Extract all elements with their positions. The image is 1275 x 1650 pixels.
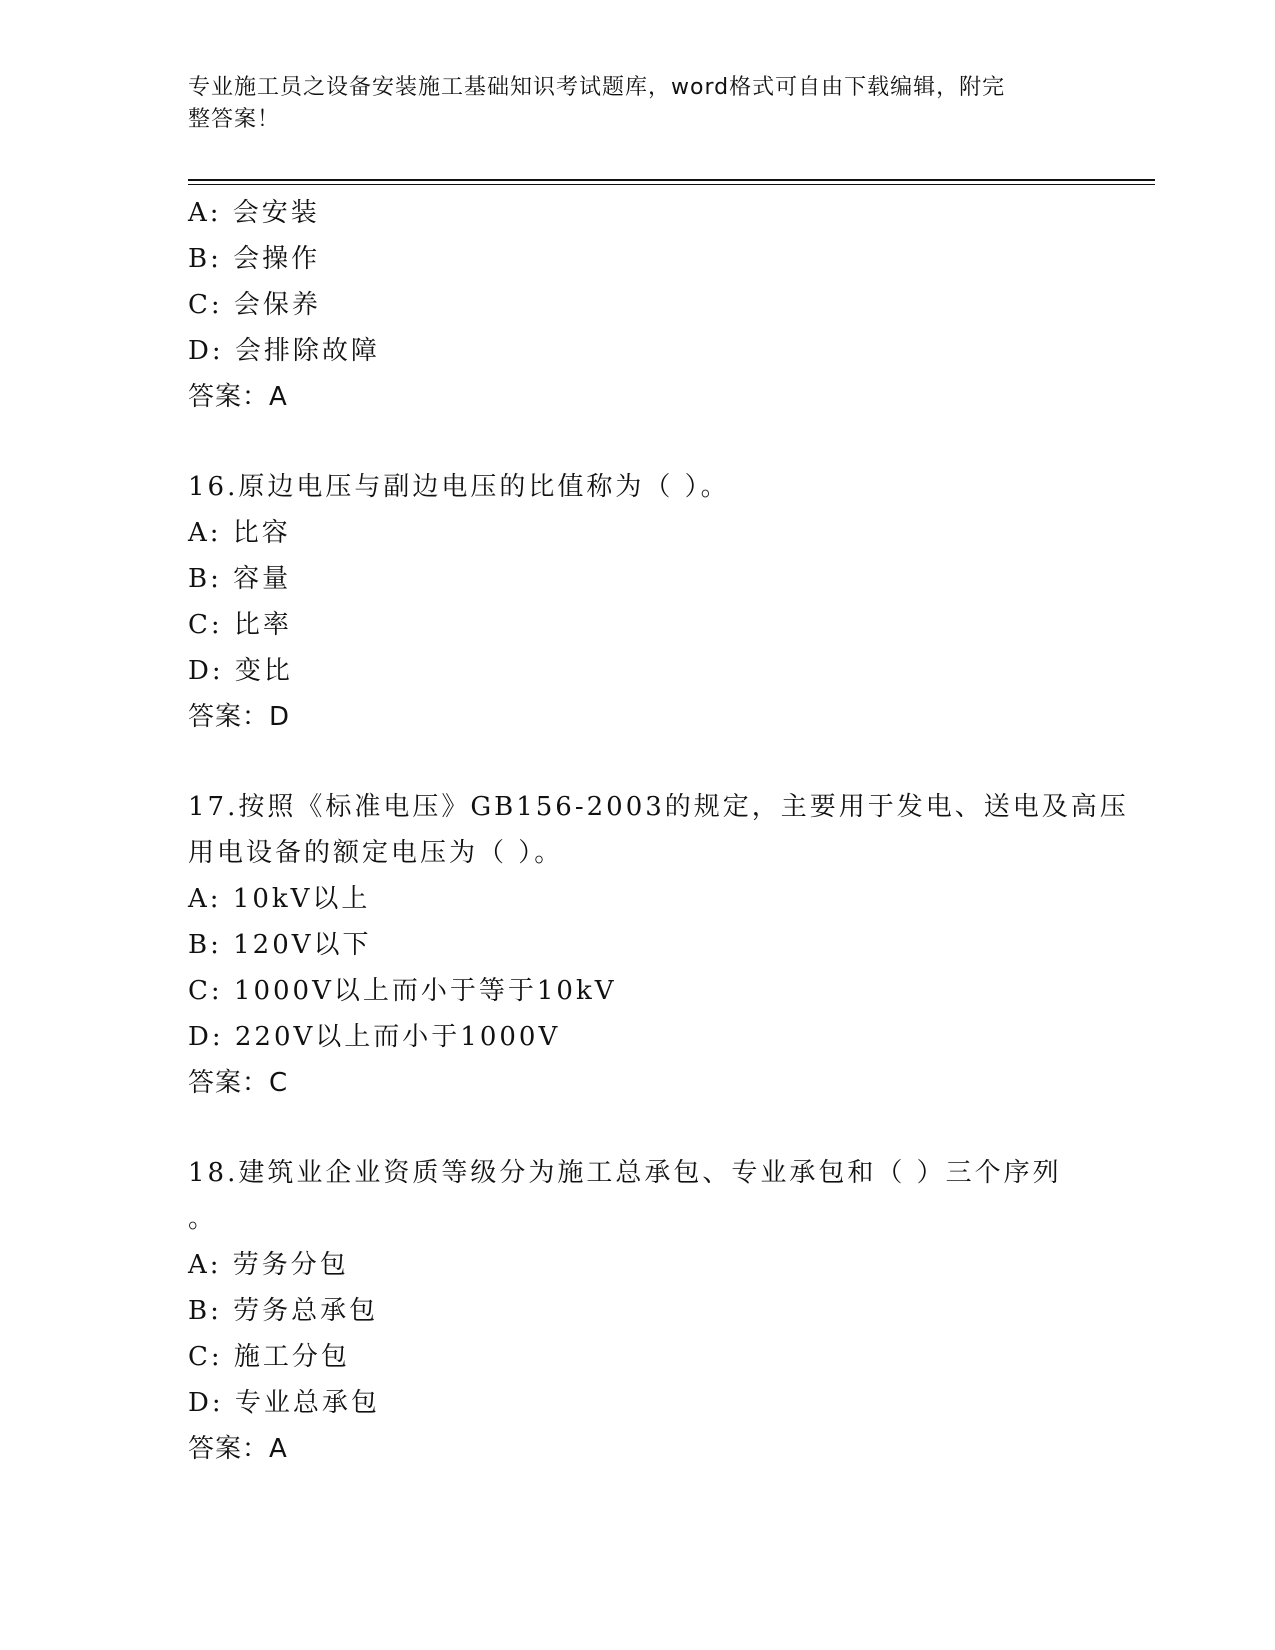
header-rule-thin	[188, 184, 1155, 185]
option-d: D: 变比	[188, 656, 293, 686]
question-15-continued	[188, 190, 1088, 420]
option-d: D: 会排除故障	[188, 336, 380, 366]
option-a: A: 劳务分包	[188, 1250, 349, 1280]
question-stem-continued: 。	[188, 1204, 218, 1234]
question-content	[188, 190, 1129, 1472]
question-18	[188, 1150, 1088, 1472]
header-line-1: 专业施工员之设备安装施工基础知识考试题库，word格式可自由下载编辑，附完	[188, 75, 1006, 100]
answer-line: 答案：C	[188, 1068, 289, 1098]
option-c: C: 比率	[188, 610, 292, 640]
question-stem: 16.原边电压与副边电压的比值称为（ ）。	[188, 472, 730, 502]
option-d: D: 220V以上而小于1000V	[188, 1022, 561, 1052]
option-c: C: 1000V以上而小于等于10kV	[188, 976, 617, 1006]
option-c: C: 施工分包	[188, 1342, 350, 1372]
answer-line: 答案：A	[188, 1434, 288, 1464]
option-a: A: 10kV以上	[188, 884, 371, 914]
answer-line: 答案：A	[188, 382, 288, 412]
document-header	[188, 72, 1068, 136]
header-line-2: 整答案！	[188, 107, 281, 132]
question-stem-continued: 用电设备的额定电压为（ ）。	[188, 838, 564, 868]
question-17	[188, 784, 1129, 1106]
question-stem: 17.按照《标准电压》GB156-2003的规定，主要用于发电、送电及高压	[188, 792, 1129, 822]
spacer	[188, 420, 1088, 464]
option-a: A: 比容	[188, 518, 291, 548]
option-a: A: 会安装	[188, 198, 320, 228]
option-d: D: 专业总承包	[188, 1388, 380, 1418]
option-b: B: 劳务总承包	[188, 1296, 379, 1326]
question-16	[188, 464, 1088, 740]
option-c: C: 会保养	[188, 290, 321, 320]
spacer	[188, 740, 1088, 784]
answer-line: 答案：D	[188, 702, 291, 732]
header-rule-thick	[188, 179, 1155, 181]
option-b: B: 容量	[188, 564, 292, 594]
spacer	[188, 1106, 1088, 1150]
option-b: B: 会操作	[188, 244, 321, 274]
option-b: B: 120V以下	[188, 930, 372, 960]
question-stem: 18.建筑业企业资质等级分为施工总承包、专业承包和（ ）三个序列	[188, 1158, 1062, 1188]
